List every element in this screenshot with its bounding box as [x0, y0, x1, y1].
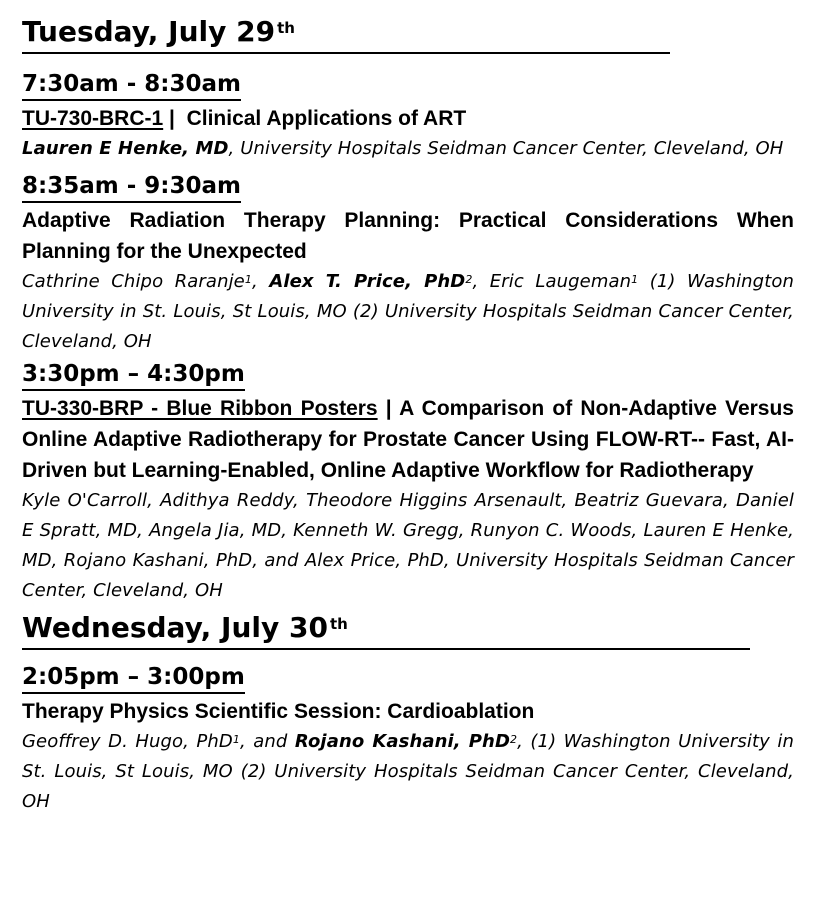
day-rule [22, 52, 670, 54]
day-title-suffix: th [277, 19, 295, 37]
day-title-suffix: th [329, 615, 348, 633]
session-code: TU-730-BRC-1 [22, 107, 164, 130]
session-title: Adaptive Radiation Therapy Planning: Practical Considerations When Planning for the Unexpected [22, 209, 794, 263]
session-title-text: Clinical Applications of ART [186, 107, 467, 130]
author-sup: 1 [232, 733, 240, 746]
session-time: 2:05pm – 3:00pm [22, 662, 245, 694]
schedule-page [22, 14, 794, 817]
author-sup: 2 [465, 273, 473, 286]
session-tu-730 [22, 69, 794, 164]
session-title [22, 393, 794, 486]
speaker-name: Lauren E Henke, MD [22, 138, 229, 159]
session-title [22, 103, 794, 134]
day-title [22, 610, 750, 648]
speaker-name: Alex T. Price, PhD [269, 271, 466, 292]
session-authors: Kyle O'Carroll, Adithya Reddy, Theodore Higgins Arsenault, Beatriz Guevara, Daniel E Spratt, MD, Angela Jia, MD, Kenneth W. Gregg, Runyon C. Woods, Lauren E Henke, MD, Rojano Kashani, PhD, and Alex Price, PhD, University Hospitals Seidman Cancer Center, Cleveland, OH [22, 490, 794, 601]
author-sup: 2 [510, 733, 518, 746]
separator: , and [239, 731, 295, 752]
session-time: 8:35am - 9:30am [22, 171, 241, 203]
author-sup: 1 [244, 273, 252, 286]
session-authors [22, 134, 794, 164]
session-time: 7:30am - 8:30am [22, 69, 241, 101]
affiliation: (1) Washington University in St. Louis, St Louis, MO (2) University Hospitals Seidman Cancer Center, Cleveland, OH [22, 271, 794, 352]
session-title: Therapy Physics Scientific Session: Cardioablation [22, 700, 535, 723]
day-header-wednesday [22, 610, 750, 650]
day-title-text: Tuesday, July 29 [22, 15, 276, 48]
day-rule [22, 648, 750, 650]
session-authors [22, 727, 794, 817]
session-title-text: | A Comparison of Non-Adaptive Versus Online Adaptive Radiotherapy for Prostate Cancer Using FLOW-RT-- Fast, AI-Driven but Learning-Enabled, Online Adaptive Workflow for Radiotherapy [22, 397, 794, 482]
speaker-name: Rojano Kashani, PhD [294, 731, 511, 752]
affiliation: , (1) Washington University in St. Louis, St Louis, MO (2) University Hospitals Seidman Cancer Center, Cleveland, OH [22, 731, 794, 812]
separator: , [251, 271, 270, 292]
author-name: Cathrine Chipo Raranje [22, 271, 245, 292]
session-tu-835 [22, 171, 794, 357]
day-title [22, 14, 670, 52]
separator: | [163, 107, 187, 130]
author-sup: 1 [631, 273, 639, 286]
day-title-text: Wednesday, July 30 [22, 611, 328, 644]
author-name: Geoffrey D. Hugo, PhD [22, 731, 233, 752]
session-time: 3:30pm – 4:30pm [22, 359, 245, 391]
affiliation: , University Hospitals Seidman Cancer Center, Cleveland, OH [228, 138, 784, 159]
session-authors [22, 267, 794, 357]
session-tu-330 [22, 359, 794, 606]
session-we-205 [22, 662, 794, 817]
session-code: TU-330-BRP - Blue Ribbon Posters [22, 397, 378, 420]
day-header-tuesday [22, 14, 670, 54]
author-name: , Eric Laugeman [472, 271, 632, 292]
